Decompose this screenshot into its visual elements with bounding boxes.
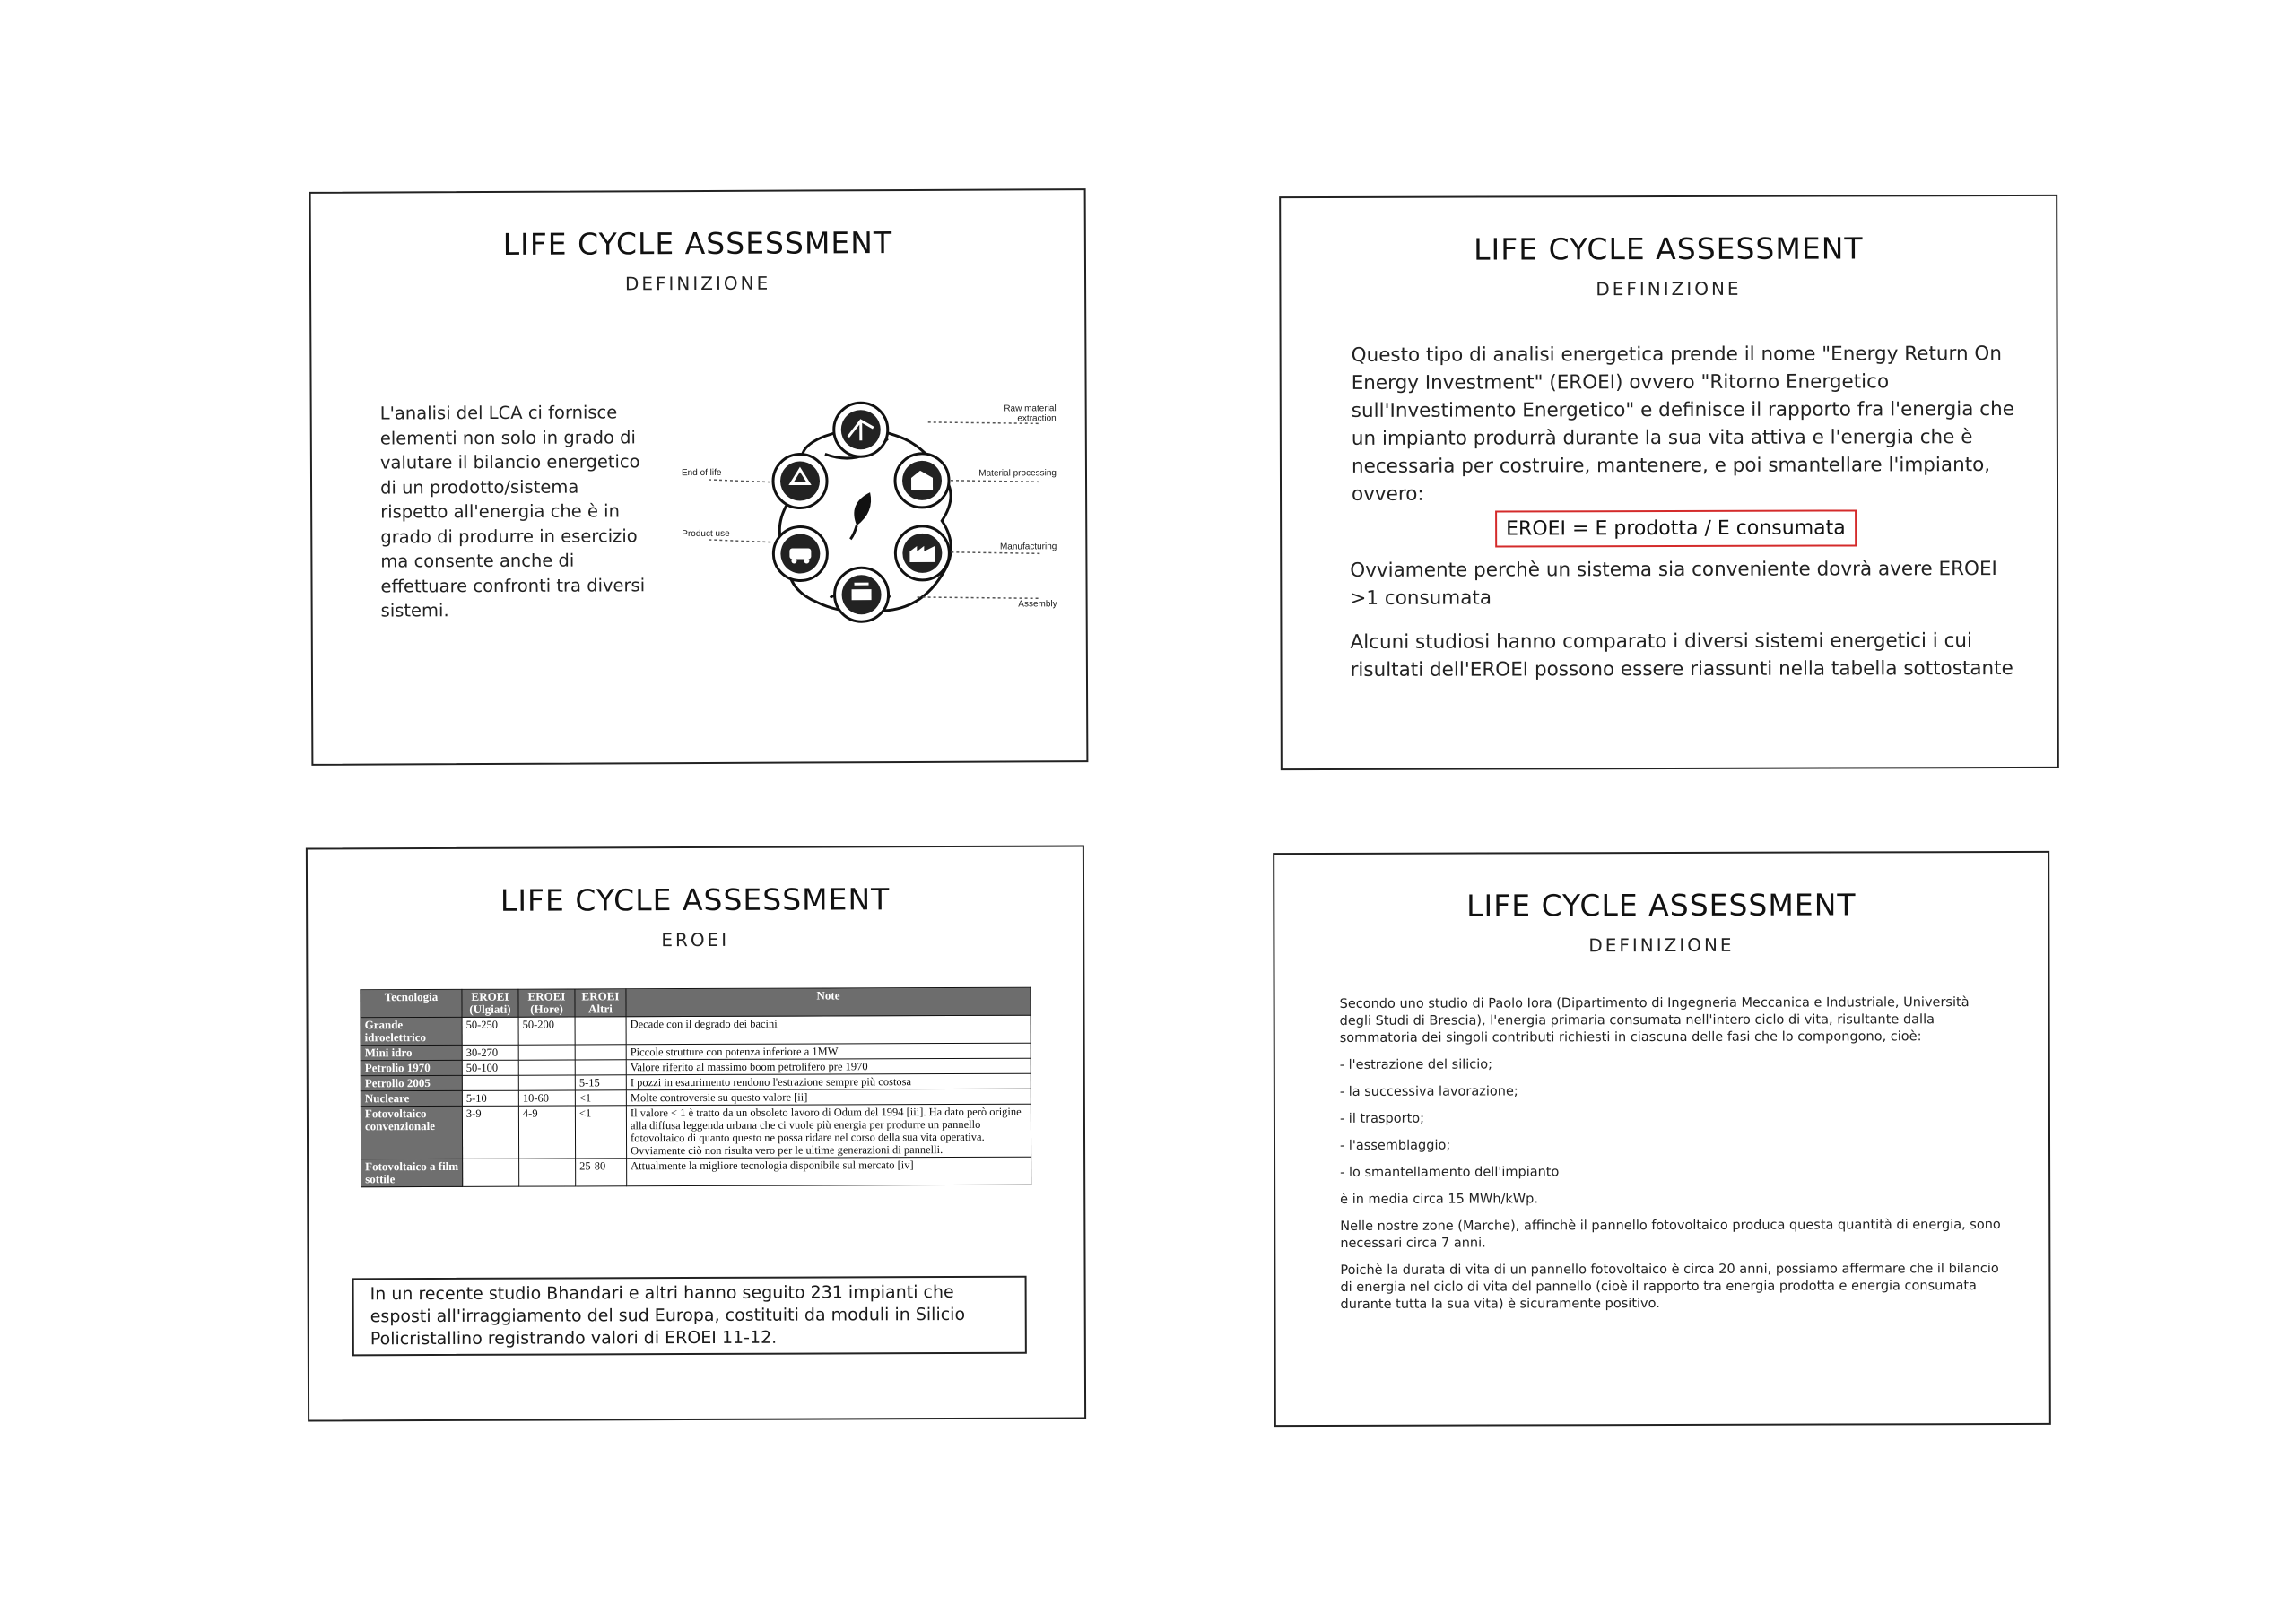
table-cell bbox=[518, 1045, 575, 1060]
payback-text: Nelle nostre zone (Marche), affinchè il pannello fotovoltaico produca questa quantità di energia, sono necessari circa 7 anni. bbox=[1340, 1218, 2001, 1251]
eroei-comparison-text: Alcuni studiosi hanno comparato i diversi sistemi energetici i cui risultati dell'EROEI possono essere riassunti nella tabella sottostante bbox=[1350, 629, 2013, 681]
table-row bbox=[361, 1015, 1031, 1046]
table-cell: Attualmente la migliore tecnologia disponibile sul mercato [iv] bbox=[627, 1157, 1031, 1186]
column-header: Note bbox=[626, 987, 1031, 1017]
leaf-icon bbox=[850, 492, 871, 539]
table-cell: Fotovoltaico convenzionale bbox=[361, 1106, 462, 1159]
table-cell bbox=[518, 1060, 575, 1075]
column-header: EROEI (Ulgiati) bbox=[462, 989, 518, 1017]
table-cell bbox=[575, 1017, 626, 1045]
slide-body bbox=[1340, 994, 2005, 1324]
slide-subtitle: DEFINIZIONE bbox=[1588, 933, 1735, 957]
table-cell: 5-15 bbox=[575, 1075, 626, 1090]
table-cell: 3-9 bbox=[462, 1106, 518, 1159]
table-cell: 50-250 bbox=[462, 1017, 518, 1045]
table-cell: 4-9 bbox=[518, 1106, 575, 1159]
table-row bbox=[361, 1157, 1031, 1187]
slide-title: LIFE CYCLE ASSESSMENT bbox=[1466, 887, 1857, 924]
slide-subtitle: DEFINIZIONE bbox=[1596, 277, 1742, 300]
table-cell: 10-60 bbox=[518, 1090, 575, 1106]
slide-title: LIFE CYCLE ASSESSMENT bbox=[500, 881, 891, 918]
slide-title: LIFE CYCLE ASSESSMENT bbox=[502, 225, 893, 262]
table-row bbox=[361, 1104, 1031, 1159]
table-cell: Petrolio 1970 bbox=[361, 1060, 462, 1075]
table-cell: 25-80 bbox=[576, 1159, 627, 1186]
lca-cycle-diagram bbox=[682, 395, 1059, 638]
table-cell bbox=[519, 1159, 576, 1186]
table-cell: Decade con il degrado dei bacini bbox=[626, 1015, 1031, 1045]
label-assembly: Assembly bbox=[1018, 599, 1057, 610]
label-raw-material: Raw material extraction bbox=[1004, 404, 1057, 424]
manufacturing-icon bbox=[895, 526, 949, 580]
slide-lca-eroei bbox=[306, 845, 1086, 1421]
recycle-icon bbox=[773, 454, 827, 508]
table-cell: 30-270 bbox=[462, 1045, 518, 1060]
factory-icon bbox=[895, 454, 949, 508]
table-cell bbox=[518, 1075, 575, 1090]
lifetime-conclusion-text: Poichè la durata di vita di un pannello fotovoltaico è circa 20 anni, possiamo affermare che il bilancio di energia nel ciclo di vita del pannello (cioè il rapporto tra energia prodotta e energia consumata durante tutta la sua vita) è sicuramente positivo. bbox=[1340, 1262, 1999, 1312]
eroei-table bbox=[360, 987, 1031, 1188]
table-cell: Valore riferito al massimo boom petrolifero pre 1970 bbox=[626, 1058, 1031, 1075]
energy-value-line: è in media circa 15 MWh/kWp. bbox=[1340, 1192, 1538, 1207]
iora-study-intro: Secondo uno studio di Paolo Iora (Dipartimento di Ingegneria Meccanica e Industriale, Università degli Studi di Brescia), l'energia primaria consumata nell'intero ciclo di vita, risultante dalla sommatoria dei singoli contributi richiesti in ciascuna delle fasi che lo compongono, cioè: bbox=[1339, 995, 1970, 1046]
table-cell: 50-200 bbox=[518, 1017, 575, 1045]
slide-lca-definizione-3 bbox=[1273, 851, 2051, 1427]
label-product-use: Product use bbox=[682, 528, 730, 540]
table-cell: Il valore < 1 è tratto da un obsoleto lavoro di Odum del 1994 [iii]. Ha dato però origine alla diffusa leggenda urbana che ci vuole più energia per produrre un pannello fotovoltaico di quanto questo ne possa ridare nel corso della sua vita operativa. Ovviamente ciò non risulta vero per le ultime generazioni di pannelli. bbox=[626, 1104, 1031, 1159]
table-cell: Grande idroelettrico bbox=[361, 1017, 462, 1045]
label-end-of-life: End of life bbox=[681, 467, 722, 479]
table-cell: Mini idro bbox=[361, 1045, 462, 1060]
bhandari-study-note: In un recente studio Bhandari e altri hanno seguito 231 impianti che esposti all'irraggiamento del sud Europa, costituiti da moduli in Silicio Policristallino registrando valori di EROEI 11-12. bbox=[352, 1276, 1027, 1357]
table-cell bbox=[575, 1060, 626, 1075]
table-cell: 5-10 bbox=[462, 1090, 518, 1106]
table-cell: Fotovoltaico a film sottile bbox=[361, 1159, 463, 1186]
slide-subtitle: EROEI bbox=[661, 928, 730, 951]
eroei-condition-text: Ovviamente perchè un sistema sia conveniente dovrà avere EROEI >1 consumata bbox=[1350, 558, 1997, 610]
table-cell: <1 bbox=[575, 1106, 626, 1159]
list-item: - l'estrazione del silicio; bbox=[1339, 1057, 1493, 1072]
column-header: Tecnologia bbox=[361, 989, 462, 1017]
eroei-formula: EROEI = E prodotta / E consumata bbox=[1495, 509, 1857, 547]
slide-title: LIFE CYCLE ASSESSMENT bbox=[1474, 230, 1864, 267]
assembly-icon bbox=[834, 568, 888, 621]
column-header: EROEI (Hore) bbox=[518, 989, 575, 1017]
oil-pump-icon bbox=[834, 403, 888, 456]
list-item: - lo smantellamento dell'impianto bbox=[1340, 1165, 1560, 1180]
table-cell: Nucleare bbox=[361, 1090, 462, 1106]
table-cell bbox=[462, 1075, 518, 1090]
table-cell bbox=[463, 1159, 519, 1186]
table-cell bbox=[575, 1045, 626, 1060]
product-use-icon bbox=[773, 526, 827, 580]
table-cell: <1 bbox=[575, 1090, 626, 1106]
column-header: EROEI Altri bbox=[575, 989, 626, 1017]
list-item: - la successiva lavorazione; bbox=[1339, 1084, 1518, 1099]
slide-lca-definizione-2 bbox=[1279, 195, 2059, 770]
list-item: - il trasporto; bbox=[1339, 1111, 1425, 1126]
table-cell: Molte controversie su questo valore [ii] bbox=[626, 1089, 1031, 1106]
table-cell: 50-100 bbox=[462, 1060, 518, 1075]
slide-subtitle: DEFINIZIONE bbox=[624, 272, 771, 295]
label-manufacturing: Manufacturing bbox=[999, 542, 1057, 552]
eroei-definition-text: Questo tipo di analisi energetica prende il nome "Energy Return On Energy Investment" (EROEI) ovvero "Ritorno Energetico sull'Investimento Energetico" e definisce il rapporto fra l'energia che un impianto produrrà durante la sua vita attiva e l'energia che è necessaria per costruire, mantenere, e poi smantellare l'impianto, ovvero: bbox=[1351, 343, 2014, 506]
slide-lca-definizione-1 bbox=[309, 188, 1089, 766]
list-item: - l'assemblaggio; bbox=[1339, 1138, 1451, 1153]
table-header-row bbox=[361, 987, 1031, 1018]
table-cell: Piccole strutture con potenza inferiore a 1MW bbox=[626, 1043, 1031, 1060]
table-cell: I pozzi in esaurimento rendono l'estrazione sempre più costosa bbox=[626, 1073, 1031, 1090]
label-material-processing: Material processing bbox=[978, 468, 1057, 479]
table-cell: Petrolio 2005 bbox=[361, 1075, 462, 1090]
slide-body-text: L'analisi del LCA ci fornisce elementi non solo in grado di valutare il bilancio energetico di un prodotto/sistema rispetto all'energia che è in grado di produrre in esercizio ma consente anche di effettuare confronti tra diversi sistemi. bbox=[379, 402, 646, 621]
